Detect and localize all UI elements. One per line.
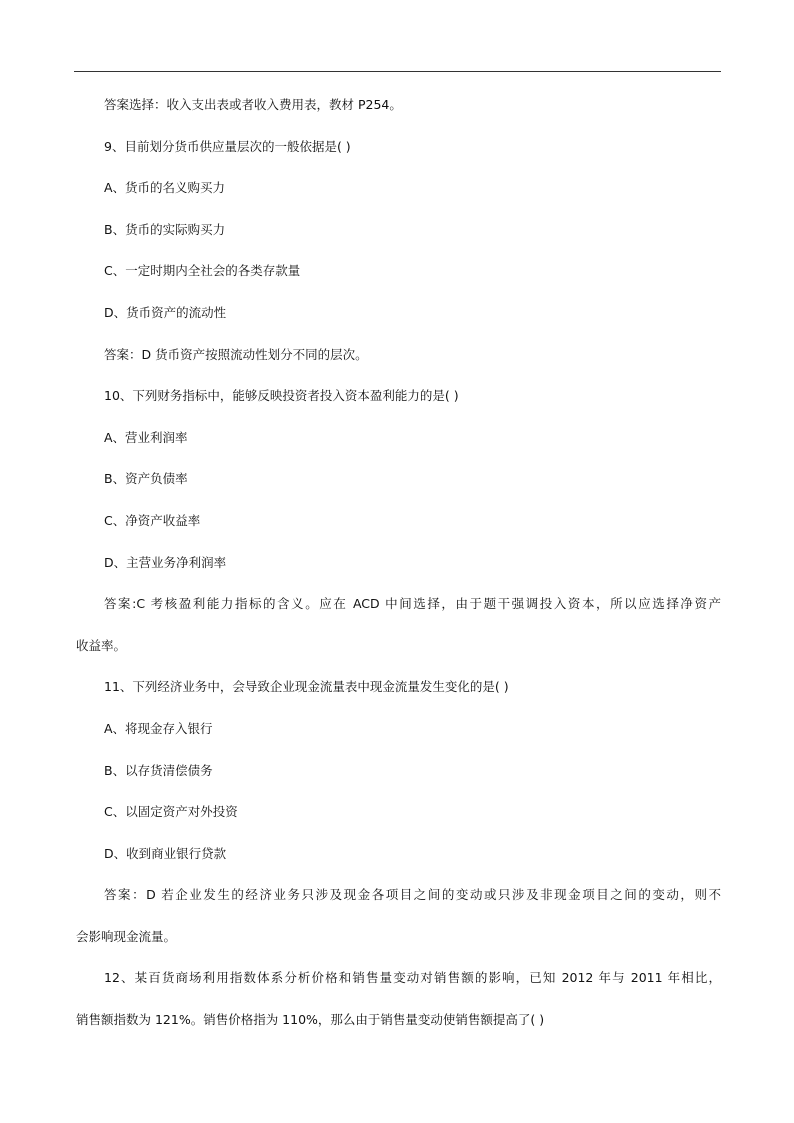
option-a: A、将现金存入银行	[104, 720, 213, 736]
question-12-continued: 销售额指数为 121%。销售价格指为 110%，那么由于销售量变动使销售额提高了( )	[76, 1012, 545, 1028]
answer-11: 答案：D 若企业发生的经济业务只涉及现金各项目之间的变动或只涉及非现金项目之间的变动，则不	[104, 887, 721, 903]
option-b: B、以存货清偿债务	[104, 762, 213, 778]
answer-10: 答案:C 考核盈利能力指标的含义。应在 ACD 中间选择，由于题干强调投入资本，所以应选择净资产	[104, 596, 721, 612]
option-d: D、收到商业银行贷款	[104, 845, 227, 861]
option-d: D、主营业务净利润率	[104, 554, 227, 570]
option-b: B、货币的实际购买力	[104, 221, 226, 237]
option-c: C、以固定资产对外投资	[104, 804, 238, 820]
document-body	[76, 84, 721, 1041]
header-rule	[74, 71, 721, 72]
option-b: B、资产负债率	[104, 471, 188, 487]
option-a: A、货币的名义购买力	[104, 180, 226, 196]
option-a: A、营业利润率	[104, 429, 188, 445]
option-c: C、净资产收益率	[104, 512, 201, 528]
answer-11-continued: 会影响现金流量。	[76, 928, 177, 944]
answer-10-continued: 收益率。	[76, 637, 127, 653]
option-d: D、货币资产的流动性	[104, 304, 227, 320]
question-9: 9、目前划分货币供应量层次的一般依据是( )	[104, 138, 351, 154]
answer-line: 答案选择：收入支出表或者收入费用表，教材 P254。	[104, 97, 402, 112]
question-10: 10、下列财务指标中，能够反映投资者投入资本盈利能力的是( )	[104, 388, 459, 404]
answer-9: 答案：D 货币资产按照流动性划分不同的层次。	[104, 346, 368, 362]
option-c: C、一定时期内全社会的各类存款量	[104, 263, 301, 279]
question-12: 12、某百货商场利用指数体系分析价格和销售量变动对销售额的影响，已知 2012 年与 2011 年相比，	[104, 970, 721, 986]
question-11: 11、下列经济业务中，会导致企业现金流量表中现金流量发生变化的是( )	[104, 679, 509, 695]
